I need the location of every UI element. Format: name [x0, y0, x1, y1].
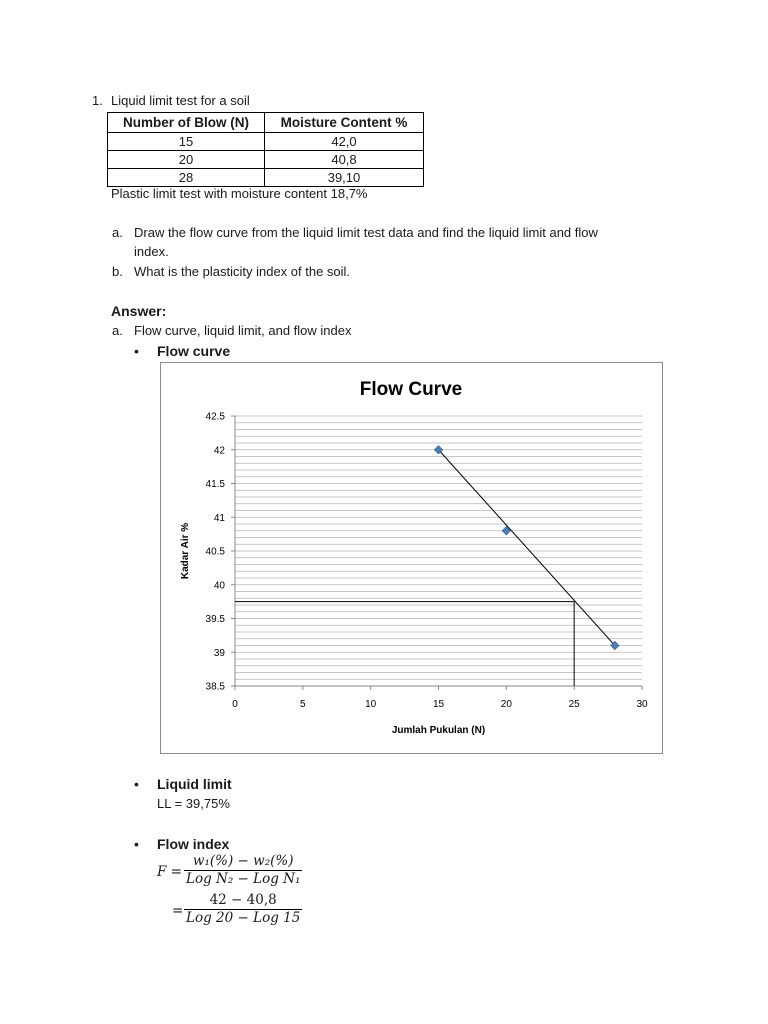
trendline-segment: [439, 450, 615, 646]
formula-lhs: F =: [157, 864, 182, 880]
chart-title: Flow Curve: [359, 379, 463, 400]
x-tick-labels: [232, 686, 648, 710]
y-axis-label: Kadar Air %: [180, 522, 191, 580]
table-cell: 40,8: [265, 151, 424, 169]
bullet-flow-index: Flow index: [157, 836, 230, 852]
x-tick-label: 30: [636, 699, 648, 710]
bullet-liquid-limit: Liquid limit: [157, 776, 232, 792]
table-cell: 39,10: [265, 169, 424, 187]
y-tick-label: 40: [213, 580, 225, 592]
answer-heading: Answer:: [111, 303, 167, 319]
question-title: Liquid limit test for a soil: [111, 93, 250, 108]
part-a-text-line1: Draw the flow curve from the liquid limit test data and find the liquid limit and flow: [134, 225, 598, 240]
plastic-limit-text: Plastic limit test with moisture content 18,7%: [111, 186, 368, 201]
y-tick-label: 39.5: [205, 614, 225, 625]
table-row: [108, 133, 424, 151]
table-header-cell: Moisture Content %: [265, 113, 424, 133]
flow-curve-chart: [160, 362, 663, 754]
y-tick-label: 41: [213, 512, 225, 524]
x-tick-label: 10: [365, 699, 377, 710]
formula-fraction-1: [184, 853, 302, 888]
y-tick-label: 42: [213, 445, 225, 457]
formula-numerator-2: 42 − 40,8: [209, 892, 277, 908]
table-header-row: [108, 113, 424, 133]
question-number: 1.: [92, 93, 103, 108]
y-tick-labels: [206, 412, 235, 693]
formula-denominator-2: Log 20 − Log 15: [186, 910, 301, 926]
y-tick-label: 39: [213, 647, 225, 659]
x-tick-label: 0: [232, 699, 238, 710]
trendline: [439, 450, 615, 646]
liquid-limit-table: [107, 112, 424, 187]
chart-svg: [161, 363, 662, 753]
answer-a-text: Flow curve, liquid limit, and flow index: [134, 323, 352, 338]
x-axis-label: Jumlah Pukulan (N): [391, 725, 486, 736]
x-tick-label: 5: [300, 699, 306, 710]
y-tick-label: 40.5: [205, 546, 225, 558]
formula-numerator: w₁(%) − w₂(%): [192, 853, 294, 869]
bullet-dot: •: [134, 776, 139, 792]
table-cell: 15: [108, 133, 265, 151]
table-row: [108, 151, 424, 169]
y-tick-label: 42.5: [205, 411, 225, 423]
y-tick-label: 41.5: [205, 479, 225, 490]
bullet-flow-curve: Flow curve: [157, 343, 231, 359]
part-a-text-line2: index.: [134, 244, 169, 259]
part-b-label: b.: [112, 264, 123, 279]
table-header-cell: Number of Blow (N): [108, 113, 265, 133]
part-a-label: a.: [112, 225, 123, 240]
table-cell: 28: [108, 169, 265, 187]
y-tick-label: 38.5: [205, 681, 225, 693]
liquid-limit-value: LL = 39,75%: [157, 796, 230, 811]
table-cell: 20: [108, 151, 265, 169]
part-b-text: What is the plasticity index of the soil.: [134, 264, 351, 279]
formula-fraction-2: [184, 892, 302, 927]
formula-denominator: Log N₂ − Log N₁: [186, 871, 301, 887]
formula-equals: =: [172, 903, 184, 919]
chart-grid: [235, 416, 642, 686]
bullet-dot: •: [134, 343, 139, 359]
table-row: [108, 169, 424, 187]
table-cell: 42,0: [265, 133, 424, 151]
answer-a-label: a.: [112, 323, 123, 338]
x-tick-label: 15: [432, 699, 445, 710]
x-tick-label: 25: [568, 699, 580, 710]
bullet-dot: •: [134, 836, 139, 852]
liquid-limit-guides: [235, 602, 574, 686]
x-tick-label: 20: [500, 699, 512, 710]
